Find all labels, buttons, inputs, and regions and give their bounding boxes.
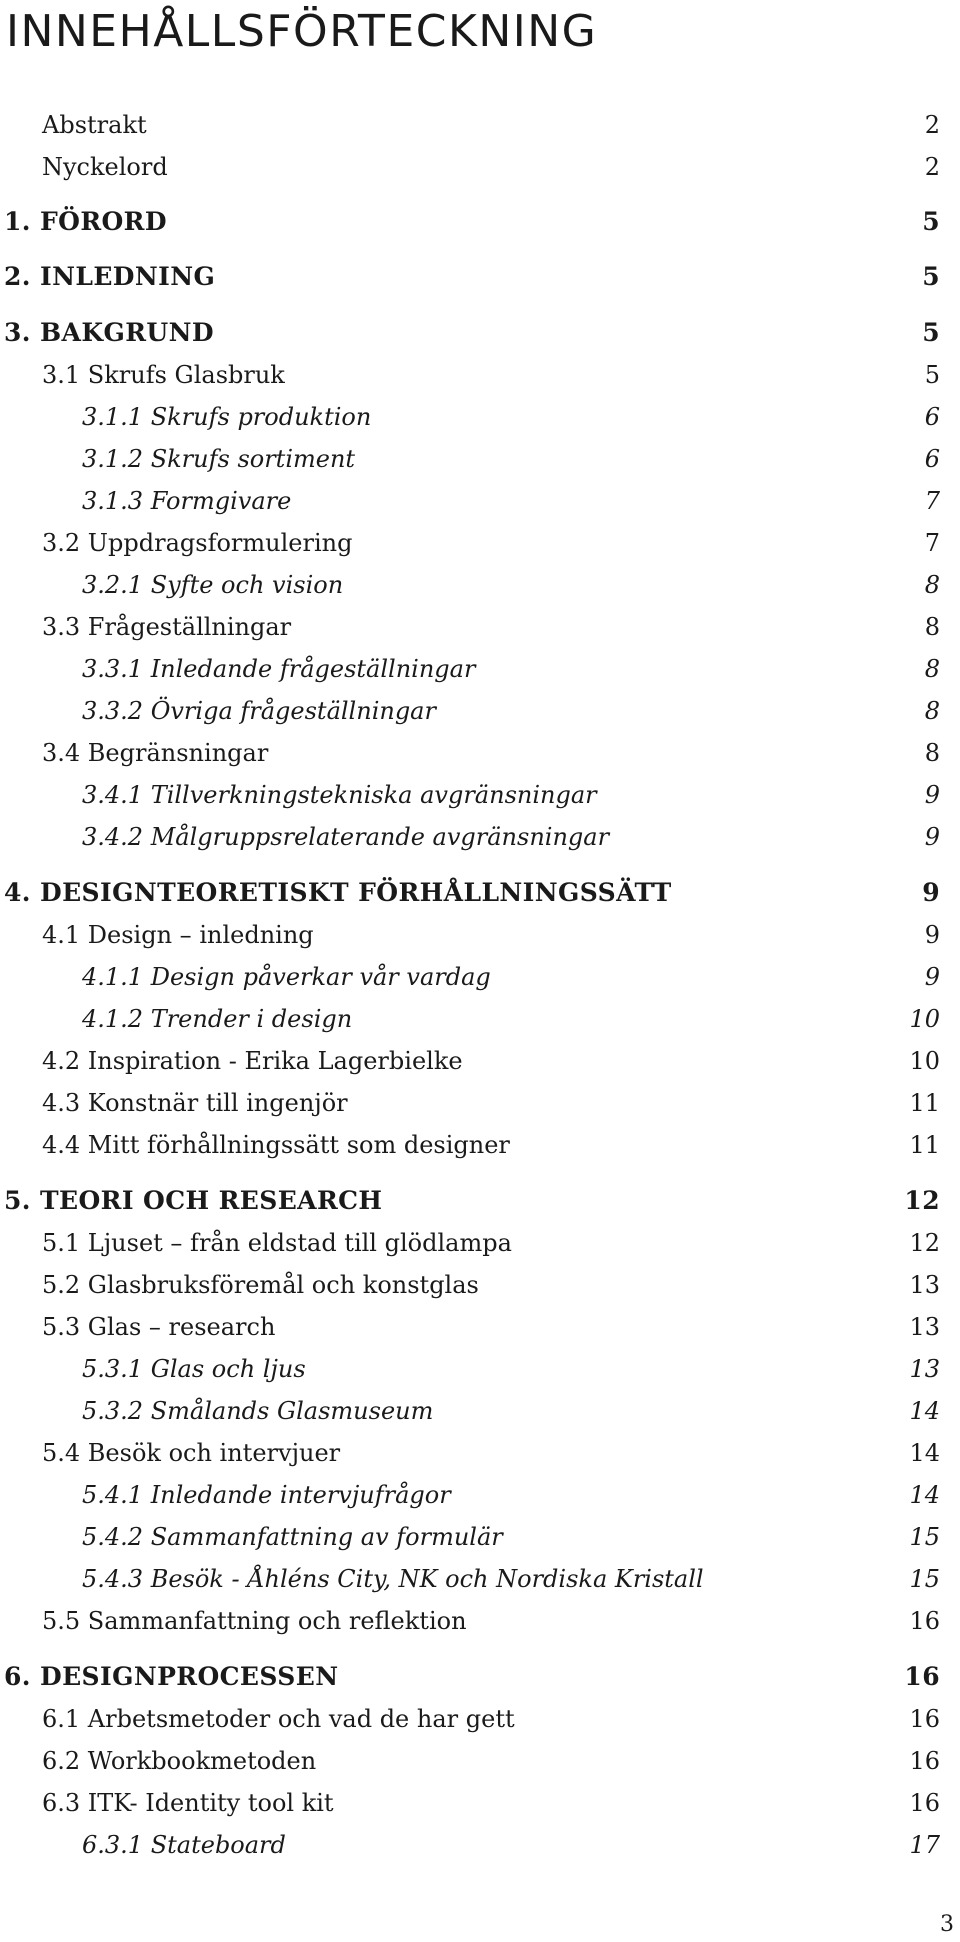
toc-entry-label: 5.3.2 Smålands Glasmuseum: [82, 1397, 434, 1425]
toc-entry: [82, 960, 940, 994]
toc-entry-page: 6: [924, 445, 940, 473]
toc-entry-page: 2: [924, 111, 940, 139]
toc-entry: [42, 1086, 940, 1120]
toc-entry-label: 4.4 Mitt förhållningssätt som designer: [42, 1131, 510, 1159]
toc-entry: [42, 1044, 940, 1078]
toc-entry: [82, 1394, 940, 1428]
toc-entry-label: 3.1.3 Formgivare: [82, 487, 292, 515]
toc-entry-label: 3.1.2 Skrufs sortiment: [82, 445, 356, 473]
toc-entry: [42, 736, 940, 770]
toc-entry-label: Nyckelord: [42, 153, 168, 181]
toc-entry: [42, 1128, 940, 1162]
toc-entry-page: 13: [909, 1313, 940, 1341]
toc-entry-label: 5.4.1 Inledande intervjufrågor: [82, 1481, 451, 1509]
toc-entry-label: 3.2 Uppdragsformulering: [42, 529, 353, 557]
toc-entry-page: 5: [922, 318, 940, 347]
toc-entry-page: 5: [922, 262, 940, 291]
toc-entry-page: 14: [909, 1397, 940, 1425]
toc-entry: [82, 694, 940, 728]
toc-entry-page: 7: [924, 529, 940, 557]
toc-entry-label: 5.5 Sammanfattning och reflektion: [42, 1607, 467, 1635]
toc-entry-label: 5.1 Ljuset – från eldstad till glödlampa: [42, 1229, 512, 1257]
toc-entry-page: 5: [924, 361, 940, 389]
toc-entry-page: 12: [904, 1186, 940, 1215]
toc-entry-label: 4.2 Inspiration - Erika Lagerbielke: [42, 1047, 463, 1075]
toc-entry: [82, 400, 940, 434]
toc-entry-page: 12: [909, 1229, 940, 1257]
toc-entry: [82, 442, 940, 476]
toc-entry-label: 3.3 Frågeställningar: [42, 613, 292, 641]
toc-entry-label: 3.3.1 Inledande frågeställningar: [82, 655, 476, 683]
toc-entry-page: 17: [909, 1831, 940, 1859]
toc-entry: [4, 1184, 940, 1218]
toc-entry-label: 5.2 Glasbruksföremål och konstglas: [42, 1271, 479, 1299]
toc-entry-label: 6.2 Workbookmetoden: [42, 1747, 317, 1775]
toc-entry-page: 9: [922, 878, 940, 907]
toc-entry-page: 16: [904, 1662, 940, 1691]
toc-entry-label: 5.4.3 Besök - Åhléns City, NK och Nordiska Kristall: [82, 1565, 704, 1593]
toc-entry-label: Abstrakt: [42, 111, 147, 139]
toc-entry: [82, 1478, 940, 1512]
toc-entry: [42, 1702, 940, 1736]
toc-entry-label: 4.1.2 Trender i design: [82, 1005, 353, 1033]
toc-entry-page: 9: [924, 823, 940, 851]
toc-entry-label: 5. TEORI OCH RESEARCH: [4, 1186, 383, 1215]
toc-entry: [82, 1828, 940, 1862]
toc-entry-page: 9: [924, 921, 940, 949]
toc-entry-page: 16: [909, 1747, 940, 1775]
toc-entry-page: 16: [909, 1705, 940, 1733]
toc-entry: [82, 1002, 940, 1036]
toc-entry: [42, 1744, 940, 1778]
toc-entry-page: 6: [924, 403, 940, 431]
toc-entry-page: 16: [909, 1789, 940, 1817]
toc-entry-label: 3.4 Begränsningar: [42, 739, 269, 767]
toc-entry: [42, 358, 940, 392]
toc-entry-page: 7: [924, 487, 940, 515]
toc-entry-page: 15: [909, 1523, 940, 1551]
toc-entry-label: 4.1.1 Design påverkar vår vardag: [82, 963, 491, 991]
toc-entry: [82, 484, 940, 518]
toc-entry-page: 9: [924, 781, 940, 809]
toc-entry: [42, 1786, 940, 1820]
toc-entry-label: 5.3 Glas – research: [42, 1313, 276, 1341]
toc-entry: [4, 316, 940, 350]
toc-entry: [42, 918, 940, 952]
toc-entry-label: 5.3.1 Glas och ljus: [82, 1355, 306, 1383]
toc-entry: [82, 1352, 940, 1386]
toc-entry-label: 4. DESIGNTEORETISKT FÖRHÅLLNINGSSÄTT: [4, 878, 672, 907]
toc-entry-page: 13: [909, 1355, 940, 1383]
toc-entry: [82, 778, 940, 812]
toc-entry-label: 6. DESIGNPROCESSEN: [4, 1662, 339, 1691]
toc-entry: [4, 876, 940, 910]
toc-entry-page: 2: [924, 153, 940, 181]
toc-entry: [42, 1226, 940, 1260]
toc-entry-label: 3.4.1 Tillverkningstekniska avgränsningar: [82, 781, 597, 809]
toc-entry-label: 5.4.2 Sammanfattning av formulär: [82, 1523, 503, 1551]
toc-entry: [42, 1310, 940, 1344]
toc-entry: [42, 1436, 940, 1470]
toc-entry: [4, 260, 940, 294]
toc-entry-label: 5.4 Besök och intervjuer: [42, 1439, 341, 1467]
toc-entry: [4, 205, 940, 239]
toc-entry-label: 6.3 ITK- Identity tool kit: [42, 1789, 334, 1817]
toc-entry: [42, 1268, 940, 1302]
toc-entry: [82, 652, 940, 686]
toc-entry-page: 8: [924, 655, 940, 683]
toc-entry: [82, 820, 940, 854]
toc-entry-label: 6.1 Arbetsmetoder och vad de har gett: [42, 1705, 515, 1733]
toc-entry-page: 14: [909, 1481, 940, 1509]
toc-entry-label: 3.1 Skrufs Glasbruk: [42, 361, 285, 389]
toc-entry-page: 11: [909, 1089, 940, 1117]
toc-entry: [42, 1604, 940, 1638]
page-title: INNEHÅLLSFÖRTECKNING: [6, 6, 598, 57]
toc-entry-label: 3. BAKGRUND: [4, 318, 214, 347]
toc-entry-label: 3.1.1 Skrufs produktion: [82, 403, 372, 431]
toc-entry-label: 3.3.2 Övriga frågeställningar: [82, 697, 436, 725]
page-number: 3: [940, 1912, 954, 1937]
toc-entry-page: 16: [909, 1607, 940, 1635]
toc-entry: [82, 1562, 940, 1596]
toc-entry: [42, 108, 940, 142]
toc-entry-page: 15: [909, 1565, 940, 1593]
toc-entry-page: 10: [909, 1047, 940, 1075]
toc-entry-label: 6.3.1 Stateboard: [82, 1831, 286, 1859]
toc-entry-page: 9: [924, 963, 940, 991]
toc-entry-page: 5: [922, 207, 940, 236]
toc-entry-page: 8: [924, 739, 940, 767]
toc-entry-label: 2. INLEDNING: [4, 262, 216, 291]
toc-entry-page: 10: [909, 1005, 940, 1033]
toc-entry: [82, 1520, 940, 1554]
toc-entry-page: 13: [909, 1271, 940, 1299]
toc-entry: [42, 150, 940, 184]
toc-entry-page: 8: [924, 571, 940, 599]
toc-entry: [42, 610, 940, 644]
toc-entry-page: 8: [924, 697, 940, 725]
toc-entry-label: 4.3 Konstnär till ingenjör: [42, 1089, 348, 1117]
toc-entry-label: 1. FÖRORD: [4, 207, 167, 236]
toc-entry-page: 8: [924, 613, 940, 641]
toc-entry-page: 14: [909, 1439, 940, 1467]
toc-entry-label: 3.2.1 Syfte och vision: [82, 571, 344, 599]
toc-entry-page: 11: [909, 1131, 940, 1159]
toc-entry: [82, 568, 940, 602]
toc-entry-label: 4.1 Design – inledning: [42, 921, 314, 949]
toc-entry: [42, 526, 940, 560]
toc-entry-label: 3.4.2 Målgruppsrelaterande avgränsningar: [82, 823, 610, 851]
toc-entry: [4, 1660, 940, 1694]
